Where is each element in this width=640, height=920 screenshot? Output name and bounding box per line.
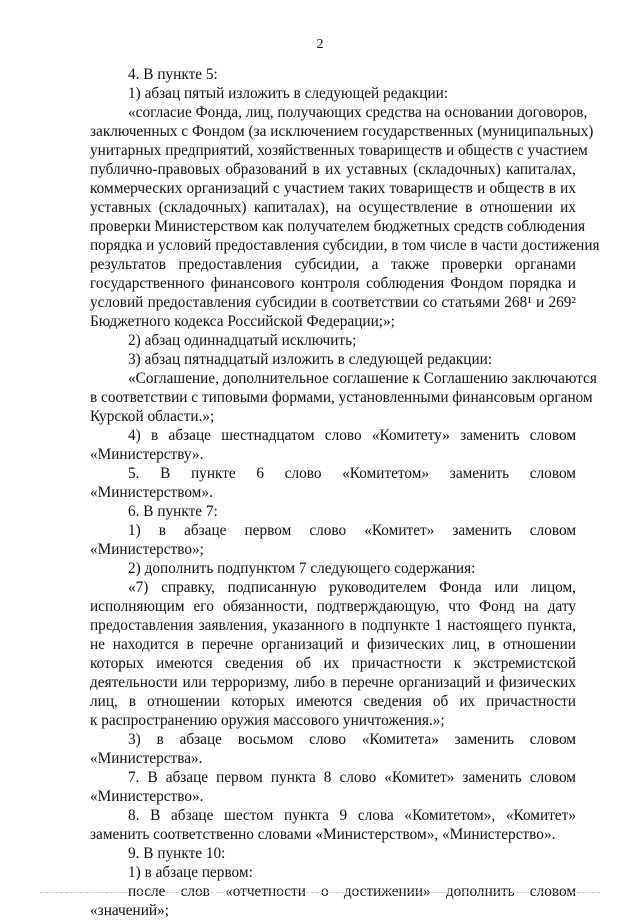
text-line: коммерческих организаций с участием таких товариществ и обществ в их (90, 180, 576, 197)
scan-edge-divider (40, 892, 600, 893)
text-line: исполняющим его обязанности, подтверждающую, что Фонд на дату (90, 598, 576, 615)
text-line: проверки Министерством как получателем бюджетных средств соблюдения (90, 218, 586, 235)
text-line: «7) справку, подписанную руководителем Фонда или лицом, (128, 579, 576, 596)
text-line: уставных (складочных) капиталах), на осуществление в отношении их (90, 199, 576, 216)
text-line: после слов «отчетности о достижении» дополнить словом (128, 883, 576, 900)
text-line: «Министерство». (90, 788, 204, 805)
text-line: 1) абзац пятый изложить в следующей редакции: (128, 85, 449, 102)
text-line: 5. В пункте 6 слово «Комитетом» заменить словом (128, 465, 576, 482)
text-line: 7. В абзаце первом пункта 8 слово «Комитет» заменить словом (128, 769, 576, 786)
text-line: публично-правовых образований в их уставных (складочных) капиталах, (90, 161, 576, 178)
text-line: «Министерства». (90, 750, 203, 767)
text-line: Курской области.»; (90, 408, 215, 425)
text-line: 9. В пункте 10: (128, 845, 226, 862)
text-line: которых имеются сведения об их причастности к экстремистской (90, 655, 576, 672)
text-line: Бюджетного кодекса Российской Федерации;»; (90, 313, 395, 330)
text-line: 1) в абзаце первом: (128, 864, 253, 881)
text-line: 4) в абзаце шестнадцатом слово «Комитету» заменить словом (128, 427, 576, 444)
text-line: деятельности или терроризму, либо в перечне организаций и физических (90, 674, 576, 691)
text-line: «значений»; (90, 902, 169, 919)
text-line: в соответствии с типовыми формами, установленными финансовым органом (90, 389, 593, 406)
text-line: порядка и условий предоставления субсидии, в том числе в части достижения (90, 237, 600, 254)
text-line: 1) в абзаце первом слово «Комитет» заменить словом (128, 522, 576, 539)
text-line: результатов предоставления субсидии, а также проверки органами (90, 256, 576, 273)
text-line: государственного финансового контроля соблюдения Фондом порядка и (90, 275, 576, 292)
text-line: лиц, в отношении которых имеются сведения об их причастности (90, 693, 576, 710)
text-line: к распространению оружия массового уничтожения.»; (90, 712, 445, 729)
text-line: предоставления заявления, указанного в подпункте 1 настоящего пункта, (90, 617, 576, 634)
page-number: 2 (316, 37, 324, 52)
text-line: условий предоставления субсидии в соответствии со статьями 268¹ и 269² (90, 294, 576, 311)
text-line: «Министерство»; (90, 541, 204, 558)
text-line: 6. В пункте 7: (128, 503, 218, 520)
text-line: 3) в абзаце восьмом слово «Комитета» заменить словом (128, 731, 576, 748)
text-line: «Министерству». (90, 446, 204, 463)
text-line: не находится в перечне организаций и физических лиц, в отношении (90, 636, 576, 653)
text-line: 2) дополнить подпунктом 7 следующего содержания: (128, 560, 476, 577)
text-line: заменить соответственно словами «Министерством», «Министерство». (90, 826, 556, 843)
text-line: «Министерством». (90, 484, 213, 501)
text-line: 8. В абзаце шестом пункта 9 слова «Комитетом», «Комитет» (128, 807, 576, 824)
text-line: 4. В пункте 5: (128, 66, 218, 83)
text-line: 3) абзац пятнадцатый изложить в следующей редакции: (128, 351, 493, 368)
text-line: заключенных с Фондом (за исключением государственных (муниципальных) (90, 123, 594, 140)
text-line: 2) абзац одиннадцатый исключить; (128, 332, 357, 349)
text-line: унитарных предприятий, хозяйственных товариществ и обществ с участием (90, 142, 588, 159)
text-line: «Соглашение, дополнительное соглашение к Соглашению заключаются (128, 370, 597, 387)
text-line: «согласие Фонда, лиц, получающих средства на основании договоров, (128, 104, 588, 121)
